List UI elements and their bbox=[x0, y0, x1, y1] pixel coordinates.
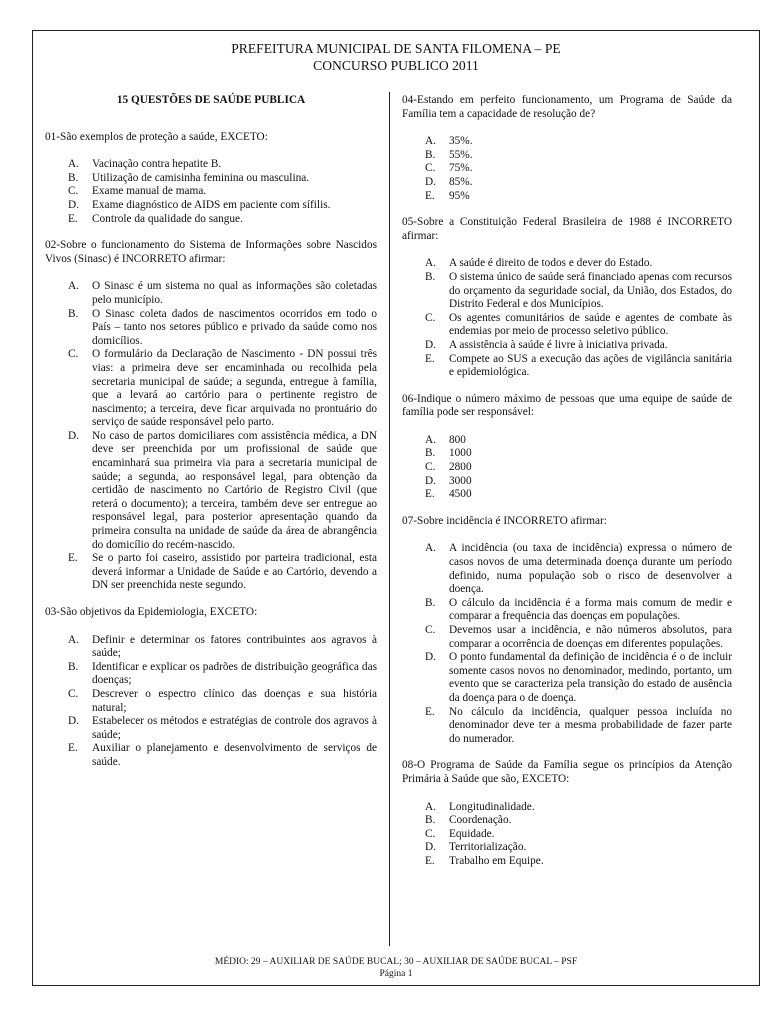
option-text: 800 bbox=[449, 433, 466, 446]
answer-option bbox=[402, 855, 732, 869]
header-subtitle: CONCURSO PUBLICO 2011 bbox=[313, 58, 479, 73]
option-text: Descrever o espectro clínico das doenças e sua história natural; bbox=[92, 687, 377, 714]
right-question-list bbox=[402, 94, 732, 869]
option-text: O ponto fundamental da definição de incidência é o de incluir somente casos novos no denominador, medindo, portanto, um evento que se caracteriza pela transição do estado de ausência da doença para o de doença. bbox=[449, 651, 732, 704]
option-text: 95% bbox=[449, 189, 470, 202]
option-letter: A. bbox=[425, 800, 436, 813]
option-letter: B. bbox=[425, 814, 436, 827]
option-text: 85%. bbox=[449, 175, 473, 188]
answer-option bbox=[402, 434, 732, 448]
option-text: O Sinasc é um sistema no qual as informações são coletadas pelo município. bbox=[92, 280, 377, 306]
option-letter: B. bbox=[425, 148, 436, 161]
option-text: Os agentes comunitários de saúde e agentes de combate às endemias por meio de processo seletivo público. bbox=[449, 311, 732, 338]
option-text: No caso de partos domiciliares com assistência médica, a DN deve ser preenchida por um profissional de saúde que encaminhará sua primeira via para a secretaria municipal de saúde; a segunda, ao responsável legal, para obtenção da certidão de nascimento no Cartório de Registro Civil (que reterá o documento); a terceira, também deve ser entregue ao responsável legal, para posterior apresentação quando da primeira consulta na unidade de saúde da área de abrangência do domicílio do recém-nascido. bbox=[92, 429, 377, 551]
option-text: O sistema único de saúde será financiado apenas com recursos do orçamento da seguridade social, da União, dos Estados, do Distrito Federal e dos Municípios. bbox=[449, 270, 732, 311]
option-letter: E. bbox=[68, 742, 78, 755]
question-text: 04-Estando em perfeito funcionamento, um Programa de Saúde da Família tem a capacidade de resolução de? bbox=[402, 94, 732, 120]
option-text: Exame diagnóstico de AIDS em paciente com sífilis. bbox=[92, 198, 331, 211]
answer-option bbox=[402, 841, 732, 855]
answer-option bbox=[402, 461, 732, 475]
option-letter: B. bbox=[425, 270, 436, 283]
option-text: Exame manual de mama. bbox=[92, 185, 207, 198]
answer-option bbox=[45, 661, 377, 688]
option-text: Territorialização. bbox=[449, 841, 527, 854]
option-text: Estabelecer os métodos e estratégias de controle dos agravos à saúde; bbox=[92, 715, 377, 741]
question-text: 05-Sobre a Constituição Federal Brasileira de 1988 é INCORRETO afirmar: bbox=[402, 216, 732, 242]
question bbox=[402, 94, 732, 203]
answer-option bbox=[402, 814, 732, 828]
option-letter: E. bbox=[425, 352, 435, 365]
option-letter: E. bbox=[425, 189, 435, 202]
option-letter: D. bbox=[425, 338, 436, 351]
question bbox=[402, 515, 732, 747]
option-letter: E. bbox=[425, 705, 435, 718]
answer-option bbox=[45, 742, 377, 769]
option-text: Equidade. bbox=[449, 827, 495, 840]
option-list bbox=[45, 280, 377, 593]
option-text: Devemos usar a incidência, e não números absolutos, para comparar a ocorrência de doenças em diferentes populações. bbox=[449, 624, 732, 650]
answer-option bbox=[402, 271, 732, 312]
option-text: 2800 bbox=[449, 461, 472, 474]
option-text: Identificar e explicar os padrões de distribuição geográfica das doenças; bbox=[92, 660, 377, 687]
option-letter: A. bbox=[425, 433, 436, 446]
option-letter: C. bbox=[425, 311, 436, 324]
option-text: Coordenação. bbox=[449, 814, 512, 827]
answer-option bbox=[45, 185, 377, 199]
answer-option bbox=[45, 172, 377, 186]
option-letter: A. bbox=[425, 135, 436, 148]
column-divider bbox=[389, 92, 390, 946]
option-letter: C. bbox=[425, 624, 436, 636]
question bbox=[45, 239, 377, 593]
option-text: Definir e determinar os fatores contribuintes aos agravos à saúde; bbox=[92, 633, 377, 660]
answer-option bbox=[402, 135, 732, 149]
left-column bbox=[45, 94, 377, 783]
option-text: A incidência (ou taxa de incidência) expressa o número de casos novos de uma determinada doença durante um período definido, numa população sob o risco de desenvolver a doença. bbox=[449, 542, 732, 596]
answer-option bbox=[45, 348, 377, 430]
option-text: Compete ao SUS a execução das ações de vigilância sanitária e epidemiológica. bbox=[449, 352, 732, 379]
answer-option bbox=[402, 597, 732, 624]
option-text: O Sinasc coleta dados de nascimentos ocorridos em todo o País – tanto nos setores público e privado da saúde como nos domicílios. bbox=[92, 307, 377, 347]
question-text: 02-Sobre o funcionamento do Sistema de Informações sobre Nascidos Vivos (Sinasc) é INCORRETO afirmar: bbox=[45, 239, 377, 265]
option-list bbox=[402, 801, 732, 869]
option-letter: C. bbox=[425, 461, 436, 474]
option-letter: C. bbox=[68, 687, 79, 700]
option-letter: D. bbox=[68, 198, 79, 211]
answer-option bbox=[45, 634, 377, 661]
question bbox=[45, 606, 377, 770]
answer-option bbox=[402, 149, 732, 163]
question-text: 06-Indique o número máximo de pessoas que uma equipe de saúde de família pode ser responsável: bbox=[402, 392, 732, 419]
option-letter: E. bbox=[68, 552, 78, 565]
answer-option bbox=[402, 475, 732, 489]
option-letter: A. bbox=[68, 158, 79, 171]
option-text: Controle da qualidade do sangue. bbox=[92, 212, 243, 225]
option-list bbox=[402, 135, 732, 203]
answer-option bbox=[402, 488, 732, 502]
option-letter: A. bbox=[425, 257, 436, 270]
answer-option bbox=[45, 430, 377, 552]
option-letter: D. bbox=[68, 429, 79, 442]
option-list bbox=[45, 158, 377, 226]
option-text: Trabalho em Equipe. bbox=[449, 854, 544, 867]
answer-option bbox=[45, 688, 377, 715]
option-text: Utilização de camisinha feminina ou masculina. bbox=[92, 171, 310, 184]
option-text: 75%. bbox=[449, 162, 473, 175]
option-letter: B. bbox=[68, 307, 79, 320]
page-header bbox=[32, 40, 760, 74]
option-letter: B. bbox=[425, 596, 436, 609]
question-text: 01-São exemplos de proteção a saúde, EXCETO: bbox=[45, 130, 268, 143]
option-text: 1000 bbox=[449, 447, 472, 460]
option-letter: E. bbox=[68, 212, 78, 225]
answer-option bbox=[402, 339, 732, 353]
option-letter: D. bbox=[425, 651, 436, 664]
option-text: Vacinação contra hepatite B. bbox=[92, 158, 222, 171]
option-text: O cálculo da incidência é a forma mais comum de medir e comparar a frequência das doenças em populações. bbox=[449, 596, 732, 623]
option-letter: A. bbox=[68, 633, 79, 646]
answer-option bbox=[402, 801, 732, 815]
answer-option bbox=[45, 199, 377, 213]
option-letter: A. bbox=[68, 280, 79, 293]
answer-option bbox=[402, 162, 732, 176]
answer-option bbox=[45, 308, 377, 349]
answer-option bbox=[402, 176, 732, 190]
footer-course-info: MÉDIO: 29 – AUXILIAR DE SAÚDE BUCAL; 30 – AUXILIAR DE SAÚDE BUCAL – PSF bbox=[214, 957, 578, 967]
option-letter: C. bbox=[425, 827, 436, 840]
option-text: A saúde é direito de todos e dever do Estado. bbox=[449, 257, 653, 270]
answer-option bbox=[402, 651, 732, 705]
option-letter: E. bbox=[425, 854, 435, 867]
option-text: 55%. bbox=[449, 148, 473, 161]
footer-page-number: Página 1 bbox=[379, 969, 413, 979]
option-text: 4500 bbox=[449, 488, 472, 501]
option-text: O formulário da Declaração de Nascimento - DN possui três vias: a primeira deve ser encaminhada ou recolhida pela secretaria municipal de saúde; a segunda, entregue à família, que a levará ao cartório para o pertinente registro de nascimento; a terceira, deve ficar arquivada no prontuário do serviço de saúde responsável pelo parto. bbox=[92, 348, 377, 429]
answer-option bbox=[402, 353, 732, 380]
option-letter: D. bbox=[68, 715, 79, 728]
answer-option bbox=[45, 552, 377, 593]
right-column bbox=[402, 94, 732, 882]
option-list bbox=[402, 434, 732, 502]
option-letter: D. bbox=[425, 474, 436, 487]
answer-option bbox=[402, 312, 732, 339]
option-letter: C. bbox=[425, 162, 436, 175]
option-letter: D. bbox=[425, 841, 436, 854]
answer-option bbox=[45, 213, 377, 227]
option-text: A assistência à saúde é livre à iniciativa privada. bbox=[449, 338, 668, 351]
answer-option bbox=[402, 257, 732, 271]
option-text: Longitudinalidade. bbox=[449, 800, 535, 813]
answer-option bbox=[402, 447, 732, 461]
question-text: 03-São objetivos da Epidemiologia, EXCETO: bbox=[45, 606, 258, 618]
left-question-list bbox=[45, 131, 377, 770]
question-text: 07-Sobre incidência é INCORRETO afirmar: bbox=[402, 514, 607, 527]
option-text: 3000 bbox=[449, 474, 472, 487]
section-title: 15 QUESTÕES DE SAÚDE PUBLICA bbox=[116, 94, 306, 106]
option-list bbox=[402, 257, 732, 379]
option-letter: B. bbox=[68, 171, 79, 184]
question bbox=[45, 131, 377, 227]
answer-option bbox=[402, 706, 732, 747]
question bbox=[402, 216, 732, 380]
option-letter: C. bbox=[68, 348, 79, 361]
answer-option bbox=[402, 624, 732, 651]
answer-option bbox=[45, 280, 377, 307]
option-letter: A. bbox=[425, 542, 436, 555]
option-letter: D. bbox=[425, 175, 436, 188]
option-letter: C. bbox=[68, 185, 79, 198]
page-footer bbox=[32, 956, 760, 980]
option-letter: E. bbox=[425, 488, 435, 501]
option-list bbox=[45, 634, 377, 770]
option-letter: B. bbox=[425, 447, 436, 460]
question bbox=[402, 759, 732, 868]
option-letter: B. bbox=[68, 660, 79, 673]
answer-option bbox=[45, 715, 377, 742]
option-text: 35%. bbox=[449, 135, 473, 148]
question bbox=[402, 393, 732, 502]
answer-option bbox=[402, 542, 732, 596]
answer-option bbox=[402, 190, 732, 204]
question-text: 08-O Programa de Saúde da Família segue os princípios da Atenção Primária à Saúde que são, EXCETO: bbox=[402, 759, 732, 785]
header-title: PREFEITURA MUNICIPAL DE SANTA FILOMENA – PE bbox=[231, 41, 561, 56]
option-text: Se o parto foi caseiro, assistido por parteira tradicional, esta deverá informar a Unidade de Saúde e ao Cartório, devendo a DN ser preenchida neste segundo. bbox=[92, 552, 377, 592]
option-text: No cálculo da incidência, qualquer pessoa incluída no denominador deve ter a mesma probabilidade de fazer parte do numerador. bbox=[449, 705, 732, 745]
option-list bbox=[402, 542, 732, 746]
answer-option bbox=[45, 158, 377, 172]
answer-option bbox=[402, 828, 732, 842]
option-text: Auxiliar o planejamento e desenvolvimento de serviços de saúde. bbox=[92, 742, 377, 768]
